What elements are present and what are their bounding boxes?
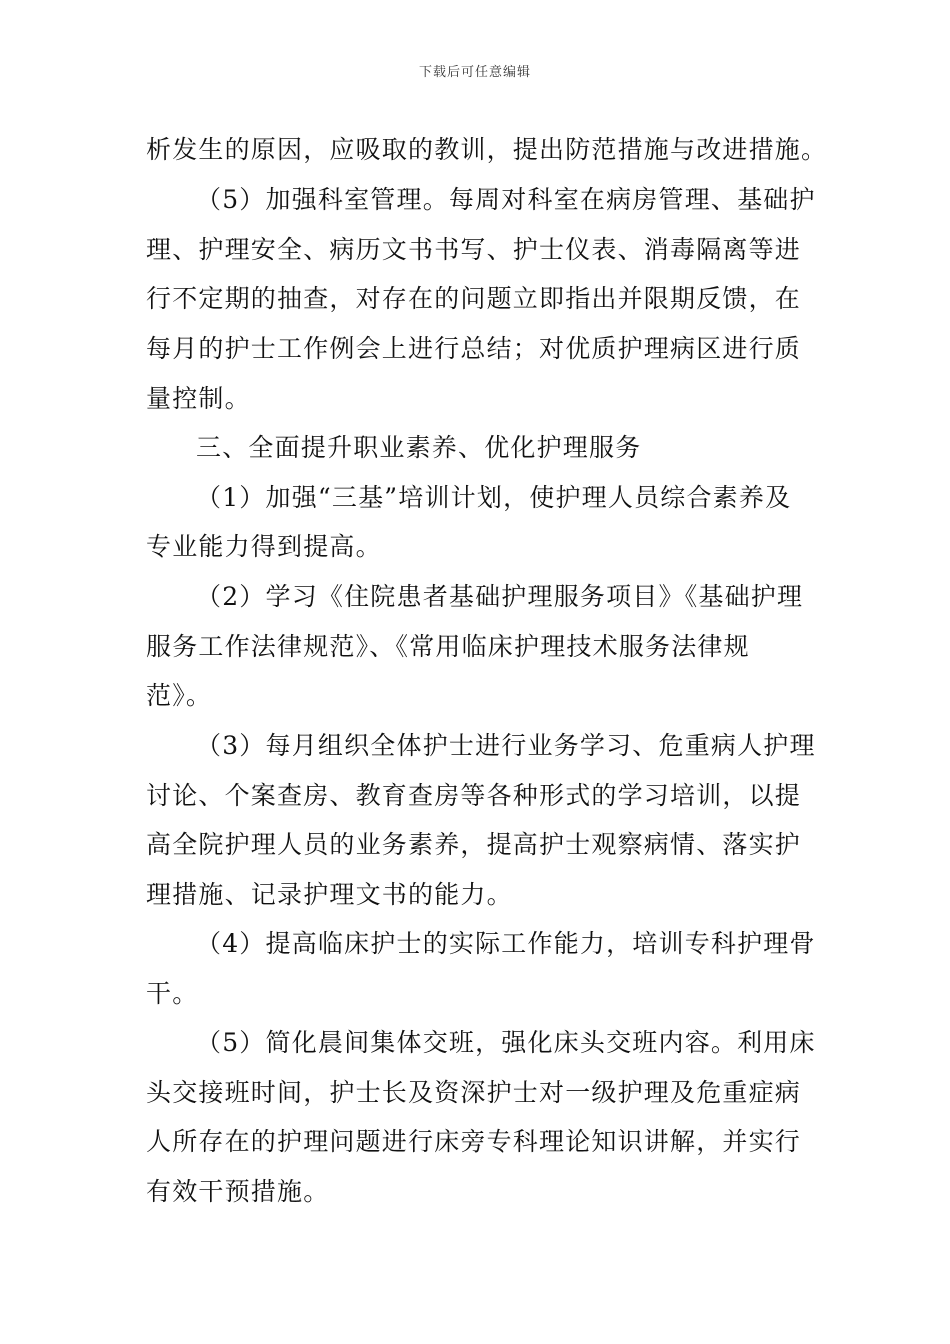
text-line: 高全院护理人员的业务素养，提高护士观察病情、落实护 xyxy=(146,830,802,859)
text-line: 有效干预措施。 xyxy=(146,1177,330,1206)
text-line: （3）每月组织全体护士进行业务学习、危重病人护理 xyxy=(196,731,816,760)
text-line: 服务工作法律规范》、《常用临床护理技术服务法律规 xyxy=(146,632,750,661)
page-header-note: 下载后可任意编辑 xyxy=(418,65,531,80)
text-line: 干。 xyxy=(146,979,199,1008)
text-line: 理措施、记录护理文书的能力。 xyxy=(146,880,513,909)
text-line: 量控制。 xyxy=(146,384,251,413)
text-line: 每月的护士工作例会上进行总结；对优质护理病区进行质 xyxy=(146,334,802,363)
text-line: 头交接班时间，护士长及资深护士对一级护理及危重症病 xyxy=(146,1078,802,1107)
text-line: 讨论、个案查房、教育查房等各种形式的学习培训，以提 xyxy=(146,781,802,810)
text-line: 专业能力得到提高。 xyxy=(146,532,382,561)
text-line: （1）加强“三基”培训计划，使护理人员综合素养及 xyxy=(196,483,792,512)
text-line: 行不定期的抽查，对存在的问题立即指出并限期反馈，在 xyxy=(146,284,802,313)
section-heading: 三、全面提升职业素养、优化护理服务 xyxy=(196,433,642,462)
text-line: （5）加强科室管理。每周对科室在病房管理、基础护 xyxy=(196,185,816,214)
text-line: 范》。 xyxy=(146,681,213,710)
text-line: （4）提高临床护士的实际工作能力，培训专科护理骨 xyxy=(196,929,816,958)
text-line: 析发生的原因，应吸取的教训，提出防范措施与改进措施。 xyxy=(146,135,828,164)
text-line: （2）学习《住院患者基础护理服务项目》《基础护理 xyxy=(196,582,804,611)
text-line: 理、护理安全、病历文书书写、护士仪表、消毒隔离等进 xyxy=(146,235,802,264)
text-line: （5）简化晨间集体交班，强化床头交班内容。利用床 xyxy=(196,1028,816,1057)
text-line: 人所存在的护理问题进行床旁专科理论知识讲解，并实行 xyxy=(146,1127,802,1156)
